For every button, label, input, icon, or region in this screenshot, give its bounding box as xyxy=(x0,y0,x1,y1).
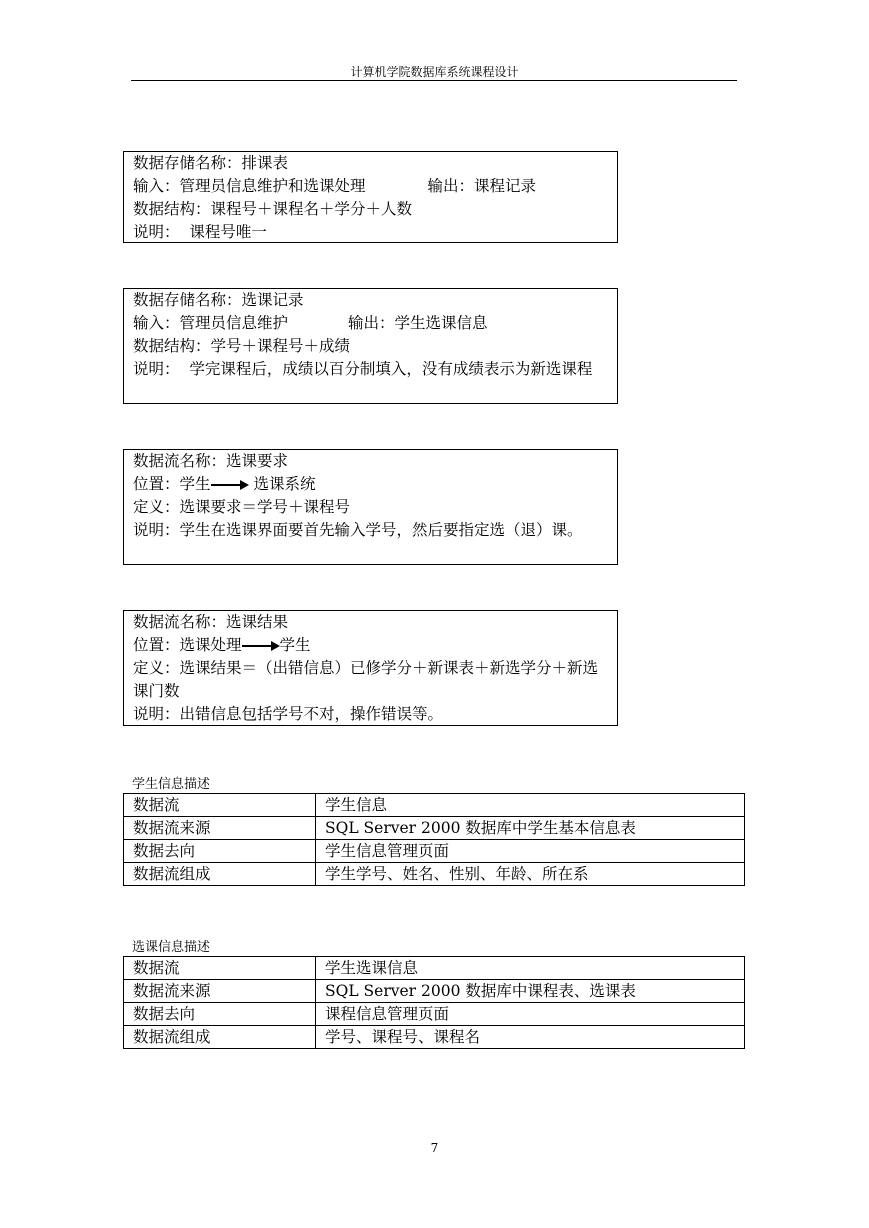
table-cell: 学号、课程号、课程名 xyxy=(316,1026,745,1049)
box-note: 说明： 学完课程后，成绩以百分制填入，没有成绩表示为新选课程 xyxy=(133,360,593,378)
data-store-box-selection-record xyxy=(123,288,618,404)
table-cell: 学生信息 xyxy=(316,794,745,817)
selection-info-table xyxy=(123,956,745,1049)
table-cell: SQL Server 2000 数据库中课程表、选课表 xyxy=(316,980,745,1003)
table-cell: SQL Server 2000 数据库中学生基本信息表 xyxy=(316,817,745,840)
table-cell: 数据流 xyxy=(124,794,316,817)
box-position-line xyxy=(133,473,617,496)
data-flow-box-selection-result xyxy=(123,610,618,726)
box-input: 输入：管理员信息维护和选课处理 xyxy=(133,177,366,195)
table-caption-selection-info: 选课信息描述 xyxy=(132,940,211,955)
table-row xyxy=(124,794,745,817)
position-to: 选课系统 xyxy=(253,475,316,493)
table-cell: 学生选课信息 xyxy=(316,957,745,980)
table-caption-student-info: 学生信息描述 xyxy=(132,777,211,792)
box-input: 输入：管理员信息维护 xyxy=(133,314,289,332)
table-cell: 学生信息管理页面 xyxy=(316,840,745,863)
position-from: 位置：学生 xyxy=(133,475,211,493)
student-info-table xyxy=(123,793,745,886)
table-row xyxy=(124,863,745,886)
box-title: 数据存储名称：排课表 xyxy=(133,154,289,172)
box-definition: 定义：选课结果＝（出错信息）已修学分＋新课表＋新选学分＋新选课门数 xyxy=(133,659,599,700)
table-cell: 数据流来源 xyxy=(124,980,316,1003)
box-position-line xyxy=(133,634,617,657)
table-cell: 数据去向 xyxy=(124,840,316,863)
box-title: 数据流名称：选课结果 xyxy=(133,613,289,631)
page-number: 7 xyxy=(430,1141,439,1155)
position-from: 位置：选课处理 xyxy=(133,636,242,654)
arrow-right-icon xyxy=(211,479,249,491)
box-structure: 数据结构：课程号＋课程名＋学分＋人数 xyxy=(133,200,413,218)
table-row xyxy=(124,980,745,1003)
position-to: 学生 xyxy=(279,636,311,654)
table-row xyxy=(124,817,745,840)
table-row xyxy=(124,1003,745,1026)
box-note: 说明：学生在选课界面要首先输入学号，然后要指定选（退）课。 xyxy=(133,521,583,539)
box-definition: 定义：选课要求＝学号＋课程号 xyxy=(133,498,351,516)
table-cell: 数据流组成 xyxy=(124,1026,316,1049)
table-row xyxy=(124,840,745,863)
box-structure: 数据结构：学号＋课程号＋成绩 xyxy=(133,337,351,355)
box-note: 说明： 课程号唯一 xyxy=(133,223,267,241)
table-cell: 数据去向 xyxy=(124,1003,316,1026)
table-cell: 数据流组成 xyxy=(124,863,316,886)
box-output: 输出：课程记录 xyxy=(427,177,537,195)
data-store-box-course-schedule xyxy=(123,151,618,243)
box-note: 说明：出错信息包括学号不对，操作错误等。 xyxy=(133,705,444,723)
page-header-title: 计算机学院数据库系统课程设计 xyxy=(350,65,519,79)
table-cell: 数据流 xyxy=(124,957,316,980)
table-row xyxy=(124,957,745,980)
table-cell: 课程信息管理页面 xyxy=(316,1003,745,1026)
box-title: 数据存储名称：选课记录 xyxy=(133,291,304,309)
box-io-line xyxy=(133,312,617,335)
table-cell: 学生学号、姓名、性别、年龄、所在系 xyxy=(316,863,745,886)
table-cell: 数据流来源 xyxy=(124,817,316,840)
box-io-line xyxy=(133,175,617,198)
data-flow-box-selection-request xyxy=(123,449,618,565)
arrow-right-icon xyxy=(242,640,280,652)
box-output: 输出：学生选课信息 xyxy=(348,314,488,332)
table-row xyxy=(124,1026,745,1049)
box-title: 数据流名称：选课要求 xyxy=(133,452,289,470)
header-divider xyxy=(131,80,737,81)
